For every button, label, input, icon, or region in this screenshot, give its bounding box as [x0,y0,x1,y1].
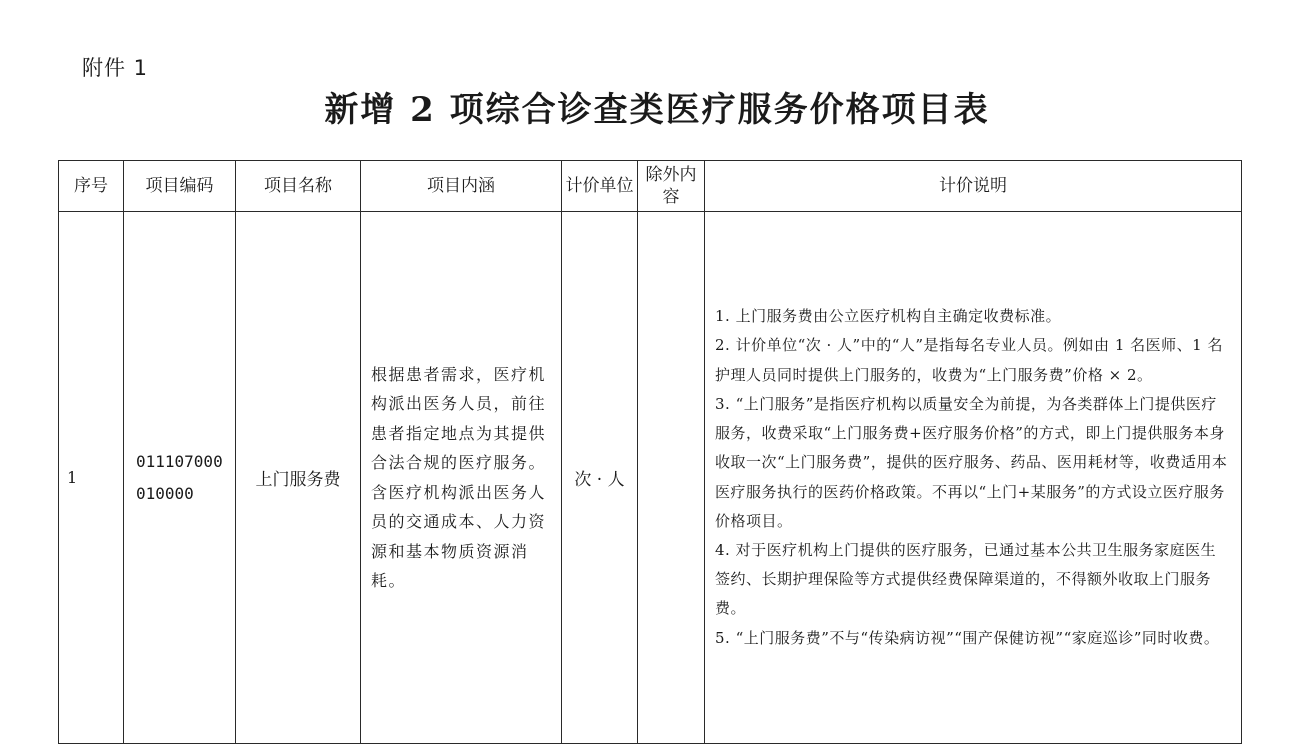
note-item-3: 3. “上门服务”是指医疗机构以质量安全为前提，为各类群体上门提供医疗服务，收费采取“上门服务费+医疗服务价格”的方式，即上门提供服务本身收取一次“上门服务费”，提供的医疗服务、药品、医用耗材等，收费适用本医疗服务执行的医药价格政策。不再以“上门+某服务”的方式设立医疗服务价格项目。 [715,394,1228,530]
note-item-2: 2. 计价单位“次 · 人”中的“人”是指每名专业人员。例如由 1 名医师、1 名护理人员同时提供上门服务的，收费为“上门服务费”价格 × 2。 [715,336,1223,384]
document-title: 新增 2 项综合诊查类医疗服务价格项目表 [324,90,990,130]
cell-name: 上门服务费 [236,212,361,744]
code-line-1: 011107000 [136,451,223,471]
attachment-label: 附件 1 [82,56,149,80]
cell-seq: 1 [59,212,124,744]
cell-content: 根据患者需求，医疗机构派出医务人员，前往患者指定地点为其提供合法合规的医疗服务。含医疗机构派出医务人员的交通成本、人力资源和基本物质资源消耗。 [361,212,562,744]
note-item-5: 5. “上门服务费”不与“传染病访视”“围产保健访视”“家庭巡诊”同时收费。 [715,628,1220,647]
code-line-2: 010000 [136,483,194,503]
cell-notes [705,212,1242,744]
cell-code [124,212,236,744]
header-notes: 计价说明 [705,161,1242,212]
header-seq: 序号 [59,161,124,212]
price-item-table [58,160,1242,744]
header-content: 项目内涵 [361,161,562,212]
header-name: 项目名称 [236,161,361,212]
header-exclusion: 除外内容 [638,161,705,212]
note-item-1: 1. 上门服务费由公立医疗机构自主确定收费标准。 [715,307,1062,326]
header-unit: 计价单位 [562,161,638,212]
note-item-4: 4. 对于医疗机构上门提供的医疗服务，已通过基本公共卫生服务家庭医生签约、长期护理保险等方式提供经费保障渠道的，不得额外收取上门服务费。 [715,540,1217,618]
cell-exclusion [638,212,705,744]
table-row [59,212,1242,744]
cell-unit: 次 · 人 [562,212,638,744]
header-code: 项目编码 [124,161,236,212]
table-header-row [59,161,1242,212]
